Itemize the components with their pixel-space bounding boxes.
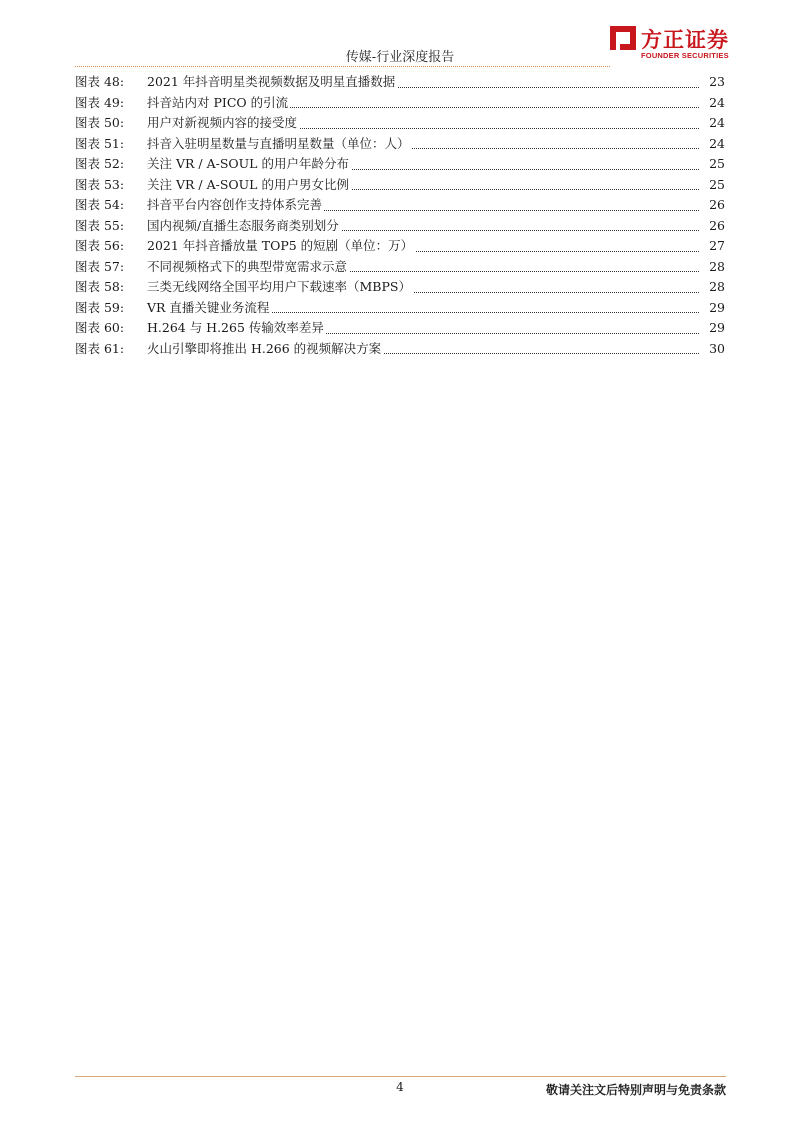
logo-english-name: FOUNDER SECURITIES xyxy=(641,51,729,60)
toc-page-number[interactable]: 24 xyxy=(709,135,725,151)
toc-entry[interactable] xyxy=(75,175,725,196)
header-divider xyxy=(75,66,610,67)
toc-figure-title[interactable]: 用户对新视频内容的接受度 xyxy=(147,113,299,134)
toc-entry[interactable] xyxy=(75,236,725,257)
toc-figure-number: 图表 57: xyxy=(75,258,125,274)
toc-entry[interactable] xyxy=(75,277,725,298)
founder-logo-icon xyxy=(608,24,638,52)
toc-page-number[interactable]: 24 xyxy=(709,115,725,130)
toc-entry[interactable] xyxy=(75,216,725,237)
toc-page-number[interactable]: 26 xyxy=(709,197,725,212)
toc-entry[interactable] xyxy=(75,72,725,93)
toc-entry[interactable] xyxy=(75,339,725,360)
toc-entry[interactable] xyxy=(75,318,725,339)
toc-page-number[interactable]: 30 xyxy=(709,340,725,356)
toc-page-number[interactable]: 28 xyxy=(709,279,725,294)
toc-figure-number: 图表 48: xyxy=(75,74,125,89)
toc-page-number[interactable]: 29 xyxy=(709,320,725,335)
toc-entry[interactable] xyxy=(75,134,725,155)
toc-figure-number: 图表 55: xyxy=(75,217,125,233)
toc-figure-title[interactable]: 火山引擎即将推出 H.266 的视频解决方案 xyxy=(147,339,383,360)
toc-figure-number: 图表 58: xyxy=(75,279,125,294)
toc-figure-number: 图表 61: xyxy=(75,340,125,356)
toc-figure-number: 图表 50: xyxy=(75,115,125,130)
toc-figure-title[interactable]: 关注 VR / A-SOUL 的用户年龄分布 xyxy=(147,154,351,175)
toc-page-number[interactable]: 25 xyxy=(709,156,725,171)
toc-entry[interactable] xyxy=(75,298,725,319)
toc-page-number[interactable]: 24 xyxy=(709,94,725,110)
toc-figure-title[interactable]: 国内视频/直播生态服务商类别划分 xyxy=(147,216,341,237)
toc-entry[interactable] xyxy=(75,113,725,134)
disclaimer-notice[interactable]: 敬请关注文后特别声明与免责条款 xyxy=(545,1083,726,1097)
report-header-title: 传媒-行业深度报告 xyxy=(345,50,455,65)
toc-figure-title[interactable]: 关注 VR / A-SOUL 的用户男女比例 xyxy=(147,175,351,196)
toc-page-number[interactable]: 28 xyxy=(709,258,725,274)
toc-figure-number: 图表 56: xyxy=(75,238,125,253)
toc-figure-title[interactable]: 不同视频格式下的典型带宽需求示意 xyxy=(147,257,349,278)
toc-figure-number: 图表 53: xyxy=(75,176,125,192)
toc-figure-title[interactable]: VR 直播关键业务流程 xyxy=(147,298,271,319)
toc-figure-title[interactable]: 2021 年抖音播放量 TOP5 的短剧（单位：万） xyxy=(147,236,415,257)
toc-page-number[interactable]: 25 xyxy=(709,176,725,192)
toc-figure-title[interactable]: 抖音入驻明星数量与直播明星数量（单位：人） xyxy=(147,134,412,155)
founder-securities-logo xyxy=(608,23,728,63)
toc-figure-title[interactable]: 抖音站内对 PICO 的引流 xyxy=(147,93,290,114)
page-number: 4 xyxy=(396,1080,404,1094)
toc-page-number[interactable]: 29 xyxy=(709,299,725,315)
toc-entry[interactable] xyxy=(75,93,725,114)
toc-figure-title[interactable]: 三类无线网络全国平均用户下载速率（MBPS） xyxy=(147,277,413,298)
footer-divider xyxy=(75,1076,726,1077)
toc-entry[interactable] xyxy=(75,154,725,175)
toc-figure-number: 图表 60: xyxy=(75,320,125,335)
toc-page-number[interactable]: 23 xyxy=(709,74,725,89)
toc-page-number[interactable]: 26 xyxy=(709,217,725,233)
toc-entry[interactable] xyxy=(75,257,725,278)
toc-figure-title[interactable]: 抖音平台内容创作支持体系完善 xyxy=(147,195,324,216)
toc-figure-number: 图表 51: xyxy=(75,135,125,151)
logo-chinese-name: 方正证券 xyxy=(641,28,729,52)
toc-figure-number: 图表 59: xyxy=(75,299,125,315)
toc-figure-number: 图表 52: xyxy=(75,156,125,171)
toc-figure-number: 图表 49: xyxy=(75,94,125,110)
toc-figure-title[interactable]: 2021 年抖音明星类视频数据及明星直播数据 xyxy=(147,72,397,93)
toc-figure-number: 图表 54: xyxy=(75,197,125,212)
figure-table-of-contents xyxy=(75,72,725,359)
toc-entry[interactable] xyxy=(75,195,725,216)
toc-figure-title[interactable]: H.264 与 H.265 传输效率差异 xyxy=(147,318,326,339)
toc-page-number[interactable]: 27 xyxy=(709,238,725,253)
